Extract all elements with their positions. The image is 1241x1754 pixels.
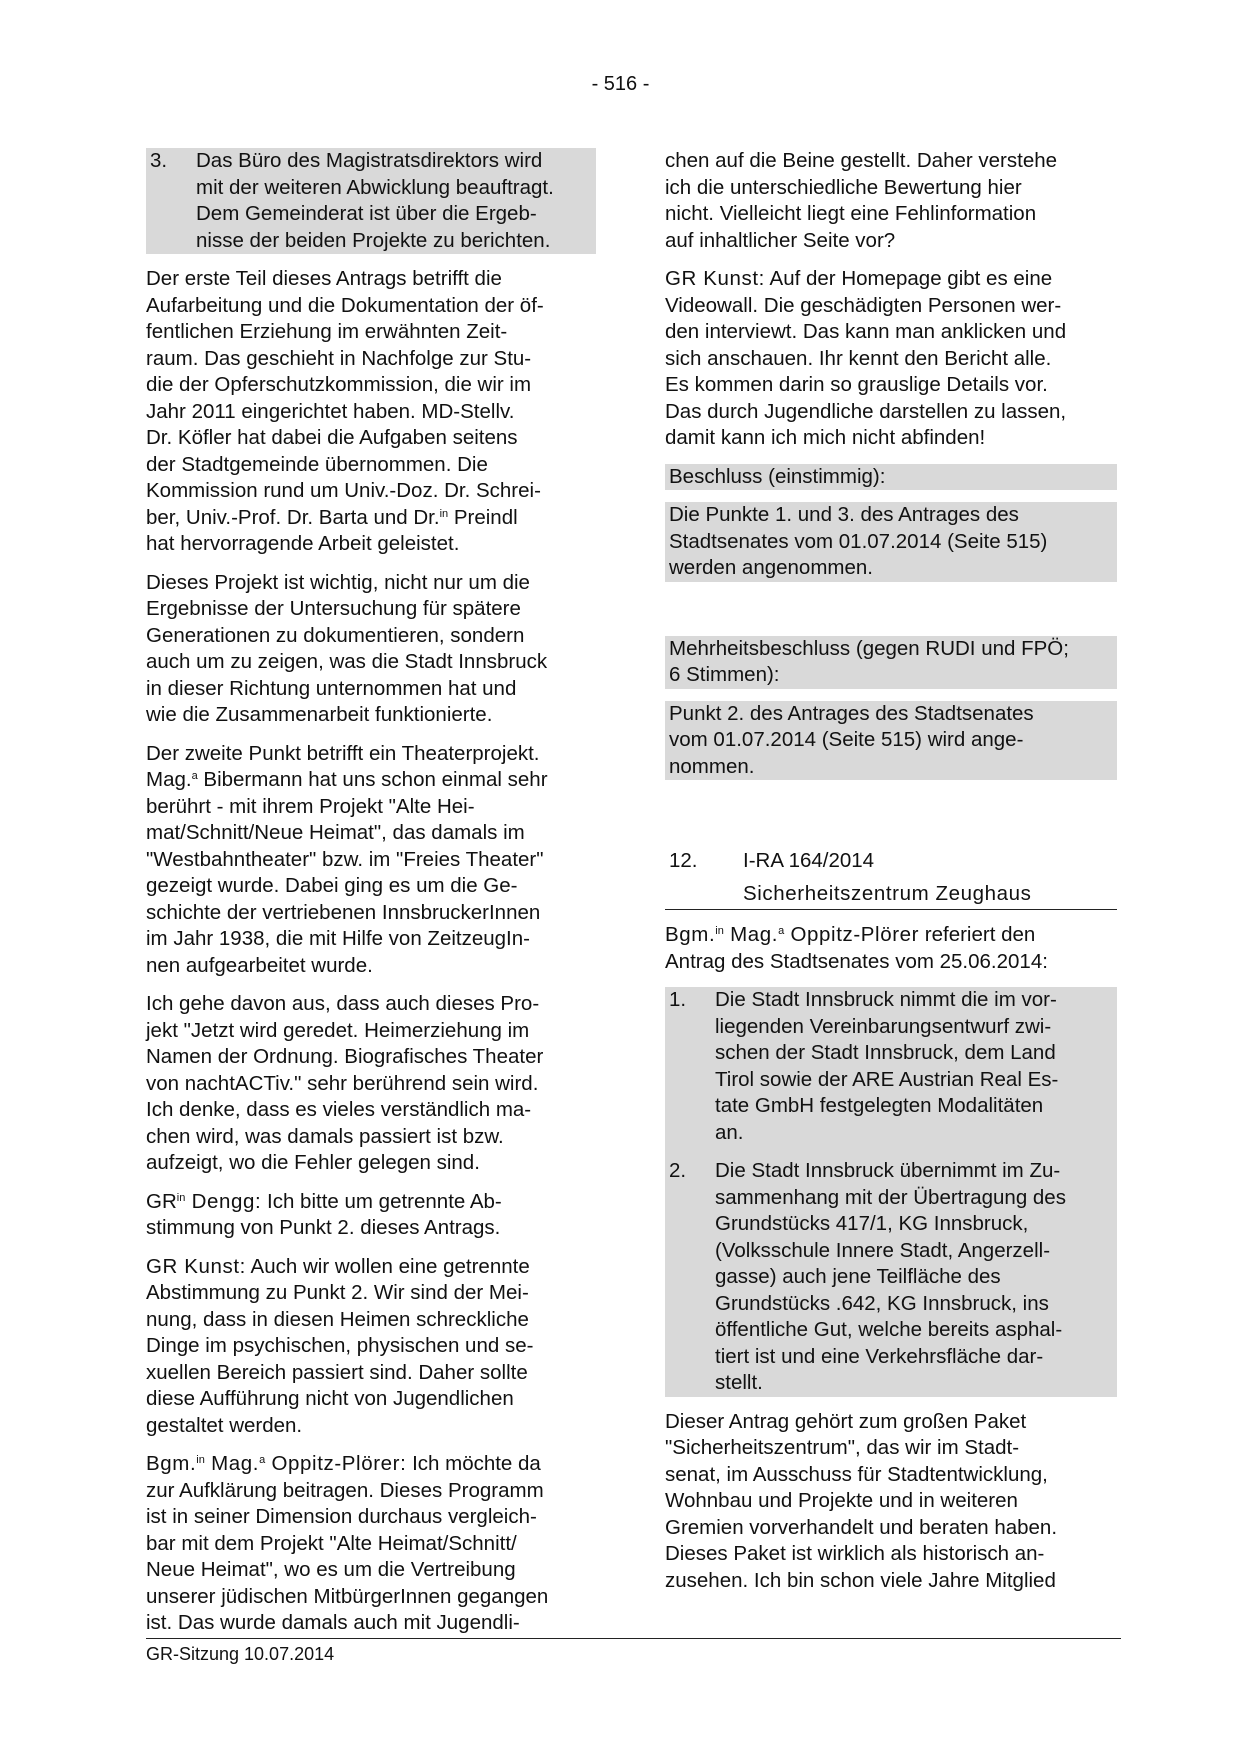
line: stimmung von Punkt 2. dieses Antrags. <box>146 1216 501 1239</box>
speaker-name: Bgm. <box>146 1452 197 1475</box>
resolution-unanimous-body <box>665 502 1117 582</box>
line: Grundstücks 417/1, KG Innsbruck, <box>715 1212 1029 1235</box>
line: Mag.$^a$ Bibermann hat uns schon einmal sehr <box>146 768 548 791</box>
line: Ich denke, dass es vieles verständlich ma- <box>146 1098 532 1121</box>
line: jekt "Jetzt wird geredet. Heimerziehung im <box>146 1018 530 1042</box>
line: Videowall. Die geschädigten Personen wer- <box>665 293 1062 317</box>
speaker-name: Bgm. <box>665 923 716 946</box>
item-text <box>196 148 588 254</box>
line: "Westbahntheater" bzw. im "Freies Theater" <box>146 847 544 871</box>
line: stellt. <box>715 1371 763 1394</box>
line: Abstimmung zu Punkt 2. Wir sind der Mei- <box>146 1281 529 1304</box>
line: zusehen. Ich bin schon viele Jahre Mitglied <box>665 1568 1056 1592</box>
line: fentlichen Erziehung im erwähnten Zeit- <box>146 320 508 343</box>
line: Generationen zu dokumentieren, sondern <box>146 623 525 647</box>
motion-item-1 <box>665 987 1117 1146</box>
line: gasse) auch jene Teilfläche des <box>715 1265 1001 1288</box>
line: die der Opferschutzkommission, die wir im <box>146 373 532 396</box>
line: xuellen Bereich passiert sind. Daher sollte <box>146 1360 528 1384</box>
paragraph-project-importance <box>146 570 596 729</box>
item-number: 2. <box>669 1159 687 1182</box>
line: nisse der beiden Projekte zu berichten. <box>196 228 551 252</box>
speaker-name: Dengg: <box>185 1189 262 1213</box>
spacer <box>665 594 1117 636</box>
line: raum. Das geschieht in Nachfolge zur Stu- <box>146 346 532 370</box>
line: aufzeigt, wo die Fehler gelegen sind. <box>146 1151 480 1174</box>
line: den interviewt. Das kann man anklicken und <box>665 320 1067 343</box>
line: Dem Gemeinderat ist über die Ergeb- <box>196 202 537 225</box>
line: tate GmbH festgelegten Modalitäten <box>715 1094 1044 1117</box>
line: nung, dass in diesen Heimen schreckliche <box>146 1307 529 1331</box>
line: hat hervorragende Arbeit geleistet. <box>146 532 460 555</box>
line: der Stadtgemeinde übernommen. Die <box>146 452 488 476</box>
paragraph-documentation <box>146 266 596 558</box>
paragraph-kunst-homepage <box>665 266 1117 452</box>
line: Mehrheitsbeschluss (gegen RUDI und FPÖ; <box>669 636 1069 660</box>
line: Der zweite Punkt betrifft ein Theaterprojekt. <box>146 741 540 765</box>
line: Bgm.$^{in}$ Mag.$^a$ Oppitz-Plörer referiert den <box>665 923 1036 946</box>
motion-items <box>665 987 1117 1397</box>
line: Dinge im psychischen, physischen und se- <box>146 1334 534 1357</box>
item-text <box>715 987 1109 1146</box>
paragraph-oppitz-ploerer <box>146 1451 596 1637</box>
line: nicht. Vielleicht liegt eine Fehlinformation <box>665 202 1037 225</box>
line: in dieser Richtung unternommen hat und <box>146 676 517 700</box>
line: Das durch Jugendliche darstellen zu lassen, <box>665 399 1067 423</box>
footer-session: GR-Sitzung 10.07.2014 <box>146 1644 335 1664</box>
line: im Jahr 1938, die mit Hilfe von ZeitzeugIn- <box>146 927 530 950</box>
line: Jahr 2011 eingerichtet haben. MD-Stellv. <box>146 399 515 423</box>
agenda-title: Sicherheitszentrum Zeughaus <box>665 881 1117 911</box>
line: diese Aufführung nicht von Jugendlichen <box>146 1387 514 1410</box>
line: chen wird, was damals passiert ist bzw. <box>146 1124 504 1148</box>
agenda-reference: I-RA 164/2014 <box>743 849 875 872</box>
paragraph-kunst <box>146 1254 596 1440</box>
line: von nachtACTiv." sehr berührend sein wird. <box>146 1071 539 1095</box>
line: öffentliche Gut, welche bereits asphal- <box>715 1318 1063 1341</box>
line: vom 01.07.2014 (Seite 515) wird ange- <box>669 728 1024 751</box>
line: ber, Univ.-Prof. Dr. Barta und Dr.$^{in}$ Preindl <box>146 505 518 529</box>
line: Ergebnisse der Untersuchung für spätere <box>146 597 521 620</box>
line: wie die Zusammenarbeit funktionierte. <box>146 703 493 726</box>
line: 6 Stimmen): <box>669 663 780 686</box>
line: auch um zu zeigen, was die Stadt Innsbruck <box>146 650 548 673</box>
line: "Sicherheitszentrum", das wir im Stadt- <box>665 1436 1020 1459</box>
item-text <box>715 1158 1109 1397</box>
line: bar mit dem Projekt "Alte Heimat/Schnitt/ <box>146 1531 517 1555</box>
paragraph-referral <box>665 922 1117 975</box>
item-number: 1. <box>669 988 687 1011</box>
line: Tirol sowie der ARE Austrian Real Es- <box>715 1067 1059 1091</box>
line: Es kommen darin so grauslige Details vor. <box>665 373 1048 396</box>
paragraph-assumption <box>146 991 596 1177</box>
line: Dr. Köfler hat dabei die Aufgaben seitens <box>146 426 518 449</box>
line: $GR^{in}$ Dengg: Ich bitte um getrennte Ab- <box>146 1189 502 1213</box>
line: nommen. <box>669 754 755 778</box>
line: Dieser Antrag gehört zum großen Paket <box>665 1409 1027 1433</box>
line: berührt - mit ihrem Projekt "Alte Hei- <box>146 794 475 818</box>
line: Die Punkte 1. und 3. des Antrages des <box>669 503 1019 526</box>
right-column <box>665 148 1117 1594</box>
motion-item-2 <box>665 1158 1117 1397</box>
line: werden angenommen. <box>669 556 873 579</box>
agenda-item-header <box>665 848 1117 875</box>
line: gestaltet werden. <box>146 1413 303 1437</box>
line: gezeigt wurde. Dabei ging es um die Ge- <box>146 874 518 897</box>
line: mat/Schnitt/Neue Heimat", das damals im <box>146 821 525 844</box>
line: sich anschauen. Ihr kennt den Bericht alle. <box>665 346 1052 370</box>
line: (Volksschule Innere Stadt, Angerzell- <box>715 1238 1051 1262</box>
line: chen auf die Beine gestellt. Daher verstehe <box>665 149 1058 172</box>
line: ist. Das wurde damals auch mit Jugendli- <box>146 1611 520 1634</box>
line: mit der weiteren Abwicklung beauftragt. <box>196 175 554 199</box>
agenda-number: 12. <box>669 849 698 872</box>
line: Das Büro des Magistratsdirektors wird <box>196 149 543 172</box>
resolution-item-3 <box>146 148 596 254</box>
line: Neue Heimat", wo es um die Vertreibung <box>146 1558 516 1581</box>
speaker-name: GR <box>146 1189 177 1213</box>
line: an. <box>715 1120 744 1144</box>
item-number: 3. <box>150 149 168 172</box>
line: senat, im Ausschuss für Stadtentwicklung, <box>665 1462 1048 1486</box>
line: Wohnbau und Projekte und in weiteren <box>665 1489 1018 1512</box>
paragraph-dengg <box>146 1189 596 1242</box>
paragraph-continuation <box>665 148 1117 254</box>
line: GR Kunst: Auf der Homepage gibt es eine <box>665 267 1053 290</box>
line: Die Stadt Innsbruck nimmt die im vor- <box>715 988 1057 1011</box>
line: Gremien vorverhandelt und beraten haben. <box>665 1515 1058 1539</box>
line: Antrag des Stadtsenates vom 25.06.2014: <box>665 949 1048 973</box>
line: nen aufgearbeitet wurde. <box>146 953 373 977</box>
line: Ich gehe davon aus, dass auch dieses Pro- <box>146 992 540 1015</box>
line: sammenhang mit der Übertragung des <box>715 1185 1066 1209</box>
line: Der erste Teil dieses Antrags betrifft die <box>146 267 502 290</box>
line: Namen der Ordnung. Biografisches Theater <box>146 1045 544 1068</box>
line: zur Aufklärung beitragen. Dieses Programm <box>146 1478 544 1502</box>
line: tiert ist und eine Verkehrsfläche dar- <box>715 1344 1044 1368</box>
line: Die Stadt Innsbruck übernimmt im Zu- <box>715 1159 1061 1182</box>
line: Bgm.$^{in}$ Mag.$^a$ Oppitz-Plörer: Ich möchte da <box>146 1452 541 1475</box>
speaker-name: GR Kunst: <box>665 267 765 290</box>
paragraph-theater-project <box>146 741 596 980</box>
footer-divider <box>146 1638 1121 1639</box>
resolution-majority-body <box>665 701 1117 781</box>
line: Dieses Paket ist wirklich als historisch an- <box>665 1542 1045 1565</box>
spacer <box>665 792 1117 834</box>
line: Stadtsenates vom 01.07.2014 (Seite 515) <box>669 529 1048 553</box>
line: ich die unterschiedliche Bewertung hier <box>665 175 1022 199</box>
line: damit kann ich mich nicht abfinden! <box>665 426 986 449</box>
page-number: - 516 - <box>591 73 650 95</box>
line: Grundstücks .642, KG Innsbruck, ins <box>715 1291 1049 1315</box>
left-column <box>146 148 596 1637</box>
line: Dieses Projekt ist wichtig, nicht nur um die <box>146 570 530 594</box>
line: schichte der vertriebenen InnsbruckerInnen <box>146 900 541 924</box>
line: GR Kunst: Auch wir wollen eine getrennte <box>146 1254 530 1278</box>
resolution-majority-heading <box>665 636 1117 689</box>
line: auf inhaltlicher Seite vor? <box>665 228 896 252</box>
line: unserer jüdischen MitbürgerInnen gegangen <box>146 1584 549 1608</box>
line: liegenden Vereinbarungsentwurf zwi- <box>715 1014 1052 1038</box>
line: Kommission rund um Univ.-Doz. Dr. Schrei- <box>146 479 541 502</box>
resolution-unanimous-heading: Beschluss (einstimmig): <box>665 464 1117 491</box>
paragraph-closing <box>665 1409 1117 1595</box>
line: ist in seiner Dimension durchaus vergleich- <box>146 1505 537 1528</box>
speaker-name: GR Kunst: <box>146 1254 246 1278</box>
line: schen der Stadt Innsbruck, dem Land <box>715 1041 1056 1064</box>
line: Aufarbeitung und die Dokumentation der öf- <box>146 293 544 317</box>
line: Punkt 2. des Antrages des Stadtsenates <box>669 701 1034 725</box>
